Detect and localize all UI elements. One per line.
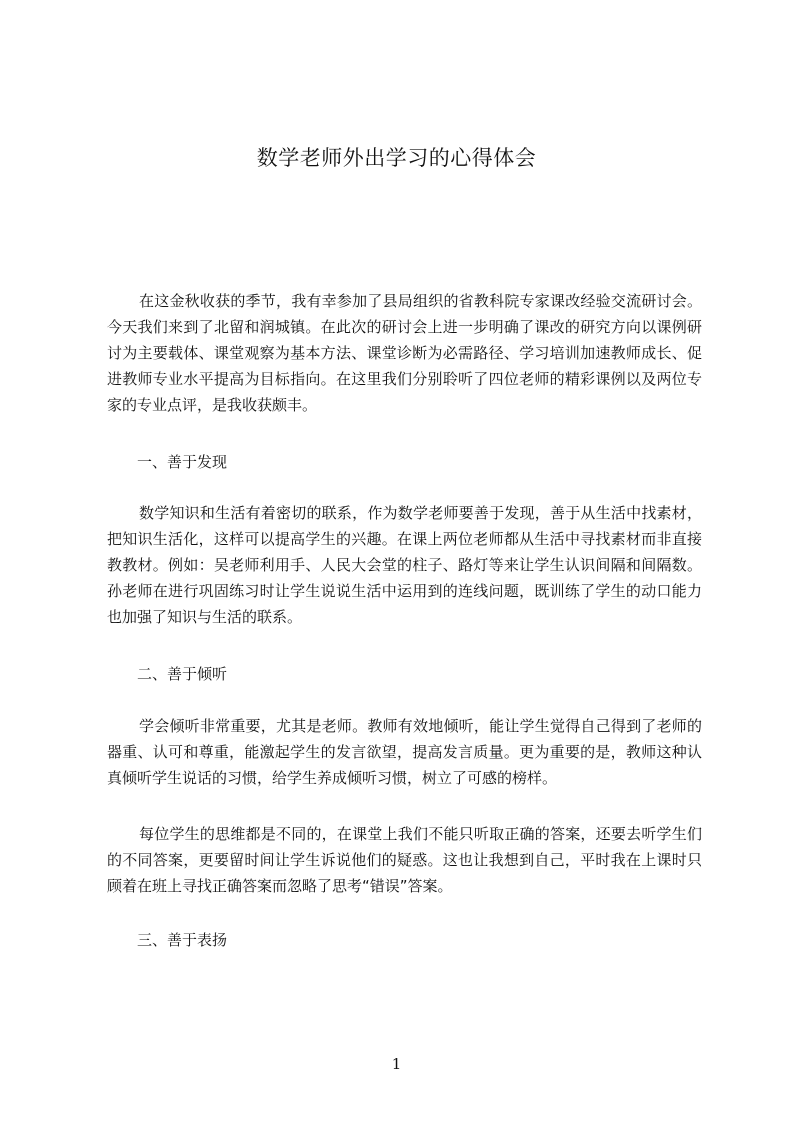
listen-paragraph-2: 每位学生的思维都是不同的，在课堂上我们不能只听取正确的答案，还要去听学生们的不同答案，更要留时间让学生诉说他们的疑惑。这也让我想到自己，平时我在上课时只顾着在班上寻找正确答案而忽略了思考“错误”答案。 (107, 825, 702, 895)
discover-paragraph: 数学知识和生活有着密切的联系，作为数学老师要善于发现，善于从生活中找素材，把知识生活化，这样可以提高学生的兴趣。在课上两位老师都从生活中寻找素材而非直接教教材。例如：吴老师利用手、人民大会堂的柱子、路灯等来让学生认识间隔和间隔数。孙老师在进行巩固练习时让学生说说生活中运用到的连线问题，既训练了学生的动口能力也加强了知识与生活的联系。 (107, 504, 702, 626)
intro-paragraph: 在这金秋收获的季节，我有幸参加了县局组织的省教科院专家课改经验交流研讨会。今天我们来到了北留和润城镇。在此次的研讨会上进一步明确了课改的研究方向以课例研讨为主要载体、课堂观察为基本方法、课堂诊断为必需路径、学习培训加速教师成长、促进教师专业水平提高为目标指向。在这里我们分别聆听了四位老师的精彩课例以及两位专家的专业点评，是我收获颇丰。 (107, 292, 702, 414)
section-heading-praise: 三、善于表扬 (137, 931, 228, 949)
listen-paragraph-1: 学会倾听非常重要，尤其是老师。教师有效地倾听，能让学生觉得自己得到了老师的器重、认可和尊重，能激起学生的发言欲望，提高发言质量。更为重要的是，教师这种认真倾听学生说话的习惯，给学生养成倾听习惯，树立了可感的榜样。 (107, 717, 702, 787)
document-title: 数学老师外出学习的心得体会 (256, 146, 537, 170)
page-number: 1 (391, 1055, 402, 1073)
section-heading-discover: 一、善于发现 (137, 453, 228, 471)
section-heading-listen: 二、善于倾听 (137, 665, 228, 683)
